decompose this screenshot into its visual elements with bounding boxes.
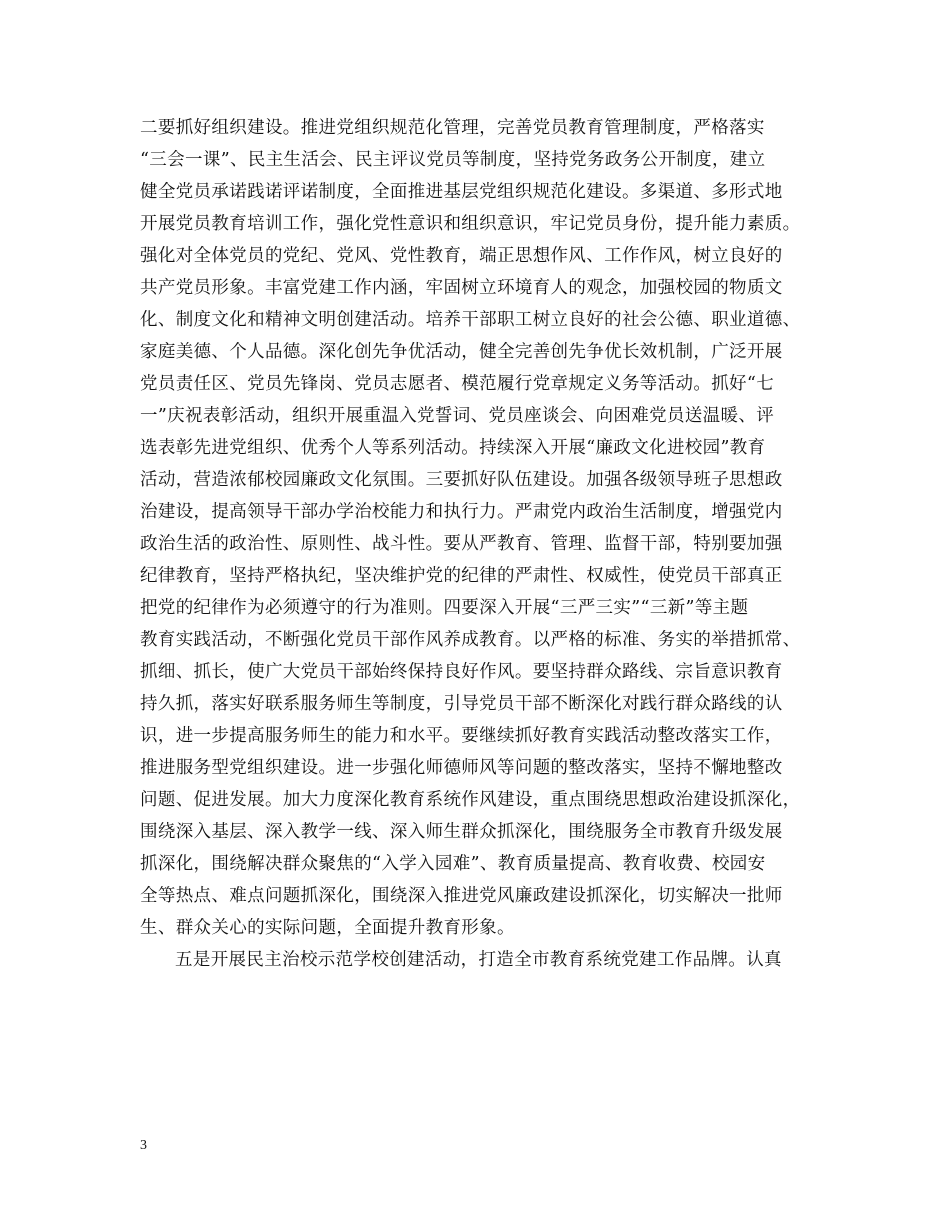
text-line: 共产党员形象。丰富党建工作内涵，牢固树立环境育人的观念，加强校园的物质文: [140, 278, 783, 298]
text-line: 生、群众关心的实际问题，全面提升教育形象。: [140, 918, 515, 938]
text-line: 化、制度文化和精神文明创建活动。培养干部职工树立良好的社会公德、职业道德、: [140, 310, 801, 330]
text-line: 五是开展民主治校示范学校创建活动，打造全市教育系统党建工作品牌。认真: [175, 950, 782, 970]
text-line: 开展党员教育培训工作，强化党性意识和组织意识，牢记党员身份，提升能力素质。: [140, 214, 801, 234]
text-line: 一”庆祝表彰活动，组织开展重温入党誓词、党员座谈会、向困难党员送温暖、评: [140, 406, 775, 426]
text-line: 健全党员承诺践诺评诺制度，全面推进基层党组织规范化建设。多渠道、多形式地: [140, 182, 783, 202]
text-line: “三会一课”、民主生活会、民主评议党员等制度，坚持党务政务公开制度，建立: [140, 150, 766, 170]
page-number: 3: [140, 1138, 147, 1153]
text-line: 把党的纪律作为必须遵守的行为准则。四要深入开展“三严三实”“三新”等主题: [140, 598, 749, 618]
text-line: 抓细、抓长，使广大党员干部始终保持良好作风。要坚持群众路线、宗旨意识教育: [140, 662, 783, 682]
paragraph: [140, 112, 820, 944]
text-line: 政治生活的政治性、原则性、战斗性。要从严教育、管理、监督干部，特别要加强: [140, 534, 783, 554]
text-line: 强化对全体党员的党纪、党风、党性教育，端正思想作风、工作作风，树立良好的: [140, 246, 783, 266]
text-line: 纪律教育，坚持严格执纪，坚决维护党的纪律的严肃性、权威性，使党员干部真正: [140, 566, 783, 586]
text-line: 选表彰先进党组织、优秀个人等系列活动。持续深入开展“廉政文化进校园”教育: [140, 438, 766, 458]
text-line: 家庭美德、个人品德。深化创先争优活动，健全完善创先争优长效机制，广泛开展: [140, 342, 783, 362]
text-line: 全等热点、难点问题抓深化，围绕深入推进党风廉政建设抓深化，切实解决一批师: [140, 886, 783, 906]
text-line: 抓深化，围绕解决群众聚焦的“入学入园难”、教育质量提高、教育收费、校园安: [140, 854, 766, 874]
text-line: 党员责任区、党员先锋岗、党员志愿者、模范履行党章规定义务等活动。抓好“七: [140, 374, 775, 394]
paragraph: [140, 944, 820, 976]
text-line: 二要抓好组织建设。推进党组织规范化管理，完善党员教育管理制度，严格落实: [140, 118, 765, 138]
text-line: 治建设，提高领导干部办学治校能力和执行力。严肃党内政治生活制度，增强党内: [140, 502, 783, 522]
text-line: 教育实践活动，不断强化党员干部作风养成教育。以严格的标准、务实的举措抓常、: [140, 630, 801, 650]
text-line: 问题、促进发展。加大力度深化教育系统作风建设，重点围绕思想政治建设抓深化，: [140, 790, 801, 810]
text-line: 识，进一步提高服务师生的能力和水平。要继续抓好教育实践活动整改落实工作，: [140, 726, 783, 746]
text-line: 围绕深入基层、深入教学一线、深入师生群众抓深化，围绕服务全市教育升级发展: [140, 822, 783, 842]
text-line: 活动，营造浓郁校园廉政文化氛围。三要抓好队伍建设。加强各级领导班子思想政: [140, 470, 783, 490]
text-line: 持久抓，落实好联系服务师生等制度，引导党员干部不断深化对践行群众路线的认: [140, 694, 783, 714]
text-line: 推进服务型党组织建设。进一步强化师德师风等问题的整改落实，坚持不懈地整改: [140, 758, 783, 778]
body-text: [140, 112, 820, 976]
